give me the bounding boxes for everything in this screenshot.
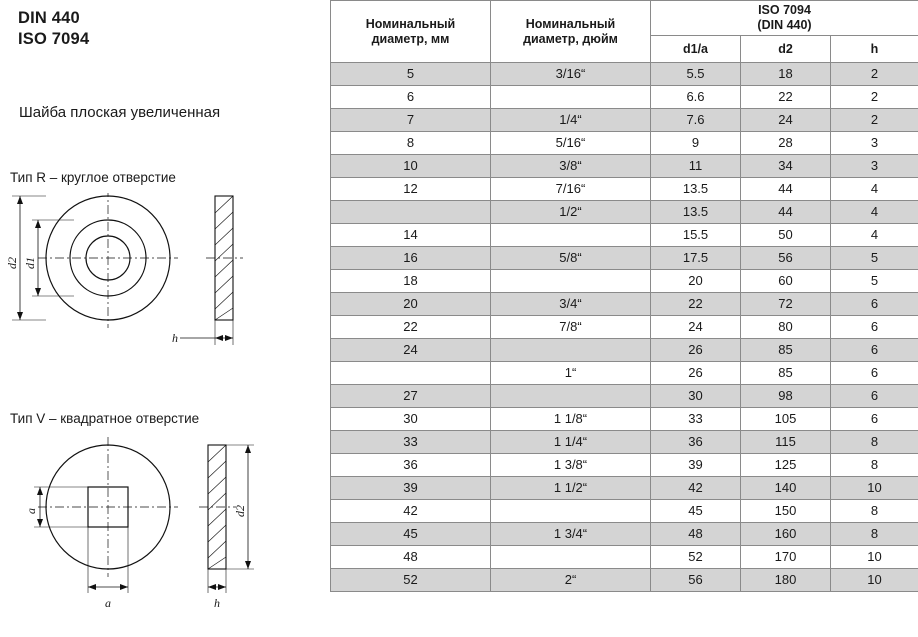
standard-title-line-2: ISO 7094 — [18, 30, 90, 48]
cell-nominal-inch — [491, 86, 651, 109]
dimension-label-a-vertical: a — [24, 508, 38, 514]
cell-d1a: 42 — [651, 477, 741, 500]
cell-h: 10 — [831, 569, 918, 592]
cell-nominal-inch: 1 3/4“ — [491, 523, 651, 546]
table-row — [331, 408, 918, 431]
cell-nominal-inch: 7/8“ — [491, 316, 651, 339]
header-h: h — [831, 36, 918, 63]
cell-h: 10 — [831, 477, 918, 500]
cell-h: 2 — [831, 86, 918, 109]
cell-nominal-mm: 48 — [331, 546, 491, 569]
header-iso-group — [651, 1, 918, 36]
dimension-label-h-v: h — [214, 596, 220, 610]
cell-d2: 98 — [741, 385, 831, 408]
header-nominal-mm-line1: Номинальный — [365, 16, 456, 31]
cell-nominal-inch — [491, 224, 651, 247]
cell-nominal-mm: 30 — [331, 408, 491, 431]
table-header — [331, 1, 918, 63]
cell-nominal-inch — [491, 339, 651, 362]
table-row — [331, 132, 918, 155]
cell-nominal-mm: 7 — [331, 109, 491, 132]
cell-d1a: 56 — [651, 569, 741, 592]
cell-d2: 170 — [741, 546, 831, 569]
cell-nominal-mm: 33 — [331, 431, 491, 454]
table-row — [331, 523, 918, 546]
cell-d2: 85 — [741, 339, 831, 362]
cell-nominal-inch: 3/4“ — [491, 293, 651, 316]
dimension-label-d1: d1 — [23, 257, 37, 269]
left-info-column — [0, 0, 330, 637]
cell-d2: 105 — [741, 408, 831, 431]
cell-nominal-inch — [491, 385, 651, 408]
cell-nominal-inch: 1 1/8“ — [491, 408, 651, 431]
cell-d2: 60 — [741, 270, 831, 293]
cell-nominal-mm: 14 — [331, 224, 491, 247]
table-row — [331, 385, 918, 408]
dimensions-table — [330, 0, 918, 592]
cell-d2: 28 — [741, 132, 831, 155]
cell-nominal-inch: 2“ — [491, 569, 651, 592]
cell-nominal-inch: 5/16“ — [491, 132, 651, 155]
cell-nominal-mm: 24 — [331, 339, 491, 362]
header-nominal-inch-line1: Номинальный — [525, 16, 616, 31]
cell-nominal-mm: 18 — [331, 270, 491, 293]
cell-nominal-inch: 1 1/2“ — [491, 477, 651, 500]
cell-d1a: 9 — [651, 132, 741, 155]
cell-nominal-inch — [491, 500, 651, 523]
table-row — [331, 201, 918, 224]
cell-d2: 18 — [741, 63, 831, 86]
cell-nominal-mm: 42 — [331, 500, 491, 523]
table-row — [331, 178, 918, 201]
cell-h: 3 — [831, 155, 918, 178]
cell-d2: 125 — [741, 454, 831, 477]
cell-nominal-mm: 12 — [331, 178, 491, 201]
cell-h: 3 — [831, 132, 918, 155]
table-row — [331, 270, 918, 293]
table-row — [331, 339, 918, 362]
cell-d1a: 13.5 — [651, 178, 741, 201]
cell-h: 2 — [831, 109, 918, 132]
cell-nominal-mm — [331, 362, 491, 385]
cell-nominal-mm: 39 — [331, 477, 491, 500]
cell-d2: 180 — [741, 569, 831, 592]
cell-nominal-inch: 5/8“ — [491, 247, 651, 270]
cell-d1a: 52 — [651, 546, 741, 569]
type-r-caption: Тип R – круглое отверстие — [10, 170, 176, 185]
cell-nominal-inch — [491, 546, 651, 569]
cell-d2: 160 — [741, 523, 831, 546]
cell-nominal-mm: 10 — [331, 155, 491, 178]
cell-h: 8 — [831, 454, 918, 477]
cell-d1a: 22 — [651, 293, 741, 316]
cell-h: 6 — [831, 408, 918, 431]
figure-type-r — [0, 193, 280, 363]
cell-h: 5 — [831, 247, 918, 270]
table-row — [331, 293, 918, 316]
cell-d2: 85 — [741, 362, 831, 385]
dimension-label-d2: d2 — [5, 257, 19, 269]
cell-d2: 80 — [741, 316, 831, 339]
cell-nominal-mm: 45 — [331, 523, 491, 546]
table-row — [331, 546, 918, 569]
cell-h: 8 — [831, 500, 918, 523]
cell-nominal-mm: 27 — [331, 385, 491, 408]
table-row — [331, 247, 918, 270]
cell-d2: 56 — [741, 247, 831, 270]
table-row — [331, 362, 918, 385]
cell-nominal-inch: 1 1/4“ — [491, 431, 651, 454]
table-row — [331, 569, 918, 592]
cell-h: 6 — [831, 385, 918, 408]
cell-nominal-mm: 52 — [331, 569, 491, 592]
dimension-label-h: h — [172, 331, 178, 345]
table-row — [331, 431, 918, 454]
cell-d1a: 5.5 — [651, 63, 741, 86]
cell-d2: 150 — [741, 500, 831, 523]
table-row — [331, 316, 918, 339]
cell-h: 6 — [831, 293, 918, 316]
cell-h: 4 — [831, 201, 918, 224]
product-subtitle: Шайба плоская увеличенная — [19, 104, 221, 121]
table-row — [331, 454, 918, 477]
cell-nominal-inch: 1“ — [491, 362, 651, 385]
cell-h: 6 — [831, 362, 918, 385]
cell-nominal-inch: 7/16“ — [491, 178, 651, 201]
table-row — [331, 224, 918, 247]
cell-d1a: 13.5 — [651, 201, 741, 224]
cell-nominal-inch: 1/2“ — [491, 201, 651, 224]
header-iso-group-line1: ISO 7094 — [758, 3, 811, 17]
figure-type-v — [0, 435, 280, 615]
cell-nominal-mm: 36 — [331, 454, 491, 477]
cell-d1a: 11 — [651, 155, 741, 178]
cell-h: 6 — [831, 339, 918, 362]
cell-nominal-mm: 16 — [331, 247, 491, 270]
cell-d2: 115 — [741, 431, 831, 454]
type-v-caption: Тип V – квадратное отверстие — [10, 411, 200, 426]
cell-d2: 22 — [741, 86, 831, 109]
header-d1a: d1/a — [651, 36, 741, 63]
dimension-label-a-horizontal: a — [105, 596, 111, 610]
header-nominal-inch — [491, 1, 651, 63]
header-nominal-inch-line2: диаметр, дюйм — [523, 31, 618, 46]
standard-title — [18, 8, 89, 50]
cell-nominal-mm: 20 — [331, 293, 491, 316]
cell-nominal-inch: 1 3/8“ — [491, 454, 651, 477]
header-d2: d2 — [741, 36, 831, 63]
standard-title-line-1: DIN 440 — [18, 9, 80, 27]
table-row — [331, 477, 918, 500]
cell-d1a: 33 — [651, 408, 741, 431]
cell-d1a: 30 — [651, 385, 741, 408]
table-row — [331, 63, 918, 86]
cell-h: 8 — [831, 431, 918, 454]
table-body — [331, 63, 918, 592]
table-row — [331, 155, 918, 178]
cell-h: 8 — [831, 523, 918, 546]
figure-type-r-drawing — [0, 193, 280, 363]
header-nominal-mm-line2: диаметр, мм — [371, 31, 450, 46]
cell-d2: 24 — [741, 109, 831, 132]
cell-nominal-mm: 6 — [331, 86, 491, 109]
cell-nominal-mm: 22 — [331, 316, 491, 339]
header-nominal-mm — [331, 1, 491, 63]
cell-nominal-mm: 5 — [331, 63, 491, 86]
cell-d2: 34 — [741, 155, 831, 178]
cell-h: 5 — [831, 270, 918, 293]
cell-d1a: 48 — [651, 523, 741, 546]
header-iso-group-line2: (DIN 440) — [757, 18, 812, 32]
cell-d1a: 45 — [651, 500, 741, 523]
figure-type-v-drawing — [0, 435, 280, 615]
cell-d1a: 39 — [651, 454, 741, 477]
cell-nominal-inch — [491, 270, 651, 293]
cell-d2: 140 — [741, 477, 831, 500]
cell-d1a: 17.5 — [651, 247, 741, 270]
cell-nominal-inch: 3/8“ — [491, 155, 651, 178]
table-row — [331, 500, 918, 523]
cell-d1a: 36 — [651, 431, 741, 454]
cell-d2: 44 — [741, 201, 831, 224]
cell-h: 10 — [831, 546, 918, 569]
cell-d2: 44 — [741, 178, 831, 201]
cell-d1a: 26 — [651, 362, 741, 385]
table-row — [331, 109, 918, 132]
cell-d1a: 15.5 — [651, 224, 741, 247]
cell-d2: 72 — [741, 293, 831, 316]
cell-d1a: 20 — [651, 270, 741, 293]
dimensions-table-wrapper — [330, 0, 918, 637]
cell-h: 2 — [831, 63, 918, 86]
cell-d2: 50 — [741, 224, 831, 247]
dimension-label-d2-v: d2 — [233, 505, 247, 517]
cell-nominal-mm: 8 — [331, 132, 491, 155]
cell-h: 4 — [831, 224, 918, 247]
cell-d1a: 6.6 — [651, 86, 741, 109]
table-row — [331, 86, 918, 109]
cell-d1a: 7.6 — [651, 109, 741, 132]
cell-h: 4 — [831, 178, 918, 201]
cell-d1a: 24 — [651, 316, 741, 339]
cell-d1a: 26 — [651, 339, 741, 362]
cell-nominal-mm — [331, 201, 491, 224]
cell-nominal-inch: 3/16“ — [491, 63, 651, 86]
cell-h: 6 — [831, 316, 918, 339]
cell-nominal-inch: 1/4“ — [491, 109, 651, 132]
